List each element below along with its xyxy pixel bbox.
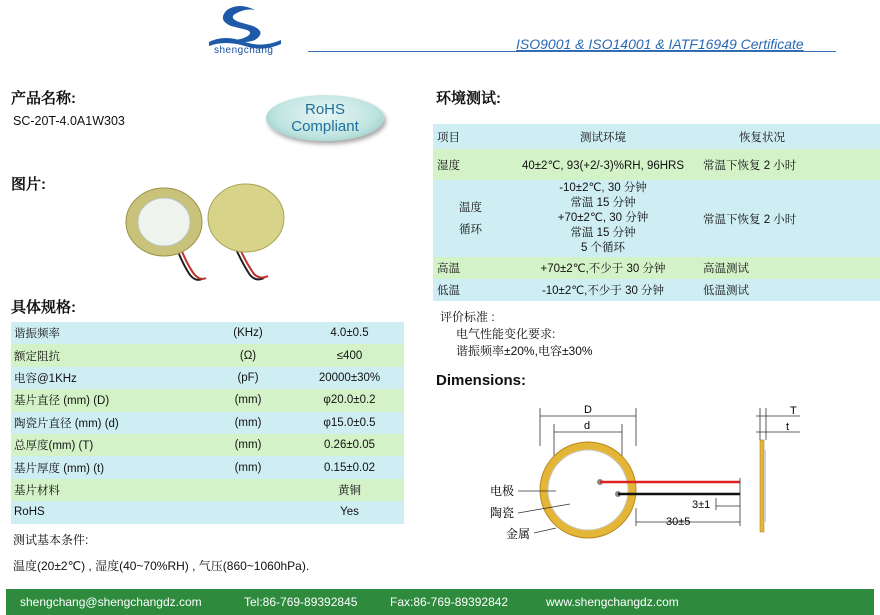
spec-name: 基片直径 (mm) (D) <box>11 389 201 411</box>
dim-lead-long: 30±5 <box>666 516 691 528</box>
env-recovery: 常温下恢复 2 小时 <box>699 180 880 257</box>
column-header: 项目 <box>433 124 507 149</box>
environment-table <box>433 124 880 301</box>
spec-value: 4.0±0.5 <box>295 322 404 344</box>
table-row <box>11 322 404 344</box>
env-condition: +70±2℃,不少于 30 分钟 <box>507 257 699 279</box>
table-row <box>11 479 404 501</box>
brand-name: shengchang <box>214 45 274 56</box>
dimensions-heading: Dimensions: <box>436 372 527 389</box>
table-row <box>11 501 404 523</box>
test-conditions-label: 测试基本条件: <box>13 533 89 547</box>
spec-value: 20000±30% <box>295 367 404 389</box>
env-recovery: 高温测试 <box>699 257 880 279</box>
footer-fax: Fax:86-769-89392842 <box>390 595 509 609</box>
spec-unit: (Ω) <box>201 344 295 366</box>
rohs-badge-line1: RoHS <box>304 101 345 118</box>
spec-name: RoHS <box>11 501 201 523</box>
spec-unit: (KHz) <box>201 322 295 344</box>
product-model: SC-20T-4.0A1W303 <box>13 114 125 128</box>
spec-name: 额定阻抗 <box>11 344 201 366</box>
dimension-drawing <box>460 398 820 548</box>
criteria-label: 评价标准 : <box>440 310 495 324</box>
table-row <box>433 279 880 301</box>
footer-bar <box>6 589 874 615</box>
env-condition-line: 常温 15 分钟 <box>570 197 636 209</box>
rohs-badge <box>266 95 384 141</box>
footer-email[interactable]: shengchang@shengchangdz.com <box>20 595 202 609</box>
footer-tel: Tel:86-769-89392845 <box>244 595 358 609</box>
spec-unit <box>201 479 295 501</box>
rohs-badge-line2: Compliant <box>291 118 359 135</box>
env-item: 湿度 <box>433 149 507 180</box>
table-row <box>11 434 404 456</box>
spec-value: 0.26±0.05 <box>295 434 404 456</box>
criteria-value: 谐振频率±20%,电容±30% <box>456 344 593 358</box>
env-item-line: 温度 <box>459 201 482 214</box>
spec-unit: (mm) <box>201 456 295 478</box>
table-row <box>433 149 880 180</box>
footer-website[interactable]: www.shengchangdz.com <box>546 595 679 609</box>
spec-unit: (mm) <box>201 389 295 411</box>
test-conditions: 温度(20±2℃) , 湿度(40~70%RH) , 气压(860~1060hPa). <box>13 559 310 573</box>
env-condition: 40±2℃, 93(+2/-3)%RH, 96HRS <box>507 149 699 180</box>
dim-label-t: t <box>786 421 790 433</box>
spec-name: 电容@1KHz <box>11 367 201 389</box>
spec-value: ≤400 <box>295 344 404 366</box>
spec-name: 陶瓷片直径 (mm) (d) <box>11 412 201 434</box>
table-header-row <box>433 124 880 149</box>
spec-unit: (mm) <box>201 434 295 456</box>
env-condition-line: 常温 15 分钟 <box>570 227 636 239</box>
env-item-line: 循环 <box>459 223 482 236</box>
table-row <box>11 344 404 366</box>
env-item <box>433 180 507 257</box>
callout-ceramic: 陶瓷 <box>490 506 515 520</box>
spec-name: 谐振频率 <box>11 322 201 344</box>
spec-value: Yes <box>295 501 404 523</box>
certificate-text: ISO9001 & ISO14001 & IATF16949 Certificate <box>516 36 804 52</box>
product-photo <box>120 180 310 285</box>
spec-value: φ20.0±0.2 <box>295 389 404 411</box>
spec-name: 基片厚度 (mm) (t) <box>11 456 201 478</box>
column-header: 恢复状况 <box>699 124 880 149</box>
product-name-heading: 产品名称: <box>11 90 76 107</box>
table-row <box>11 412 404 434</box>
spec-value: 黄铜 <box>295 479 404 501</box>
env-condition-line: -10±2℃, 30 分钟 <box>559 182 647 194</box>
column-header: 测试环境 <box>507 124 699 149</box>
env-recovery: 常温下恢复 2 小时 <box>699 149 880 180</box>
callout-metal: 金属 <box>506 527 531 541</box>
env-recovery: 低温测试 <box>699 279 880 301</box>
dim-label-D: D <box>584 404 592 416</box>
spec-unit <box>201 501 295 523</box>
specs-heading: 具体规格: <box>11 299 76 316</box>
table-row <box>11 389 404 411</box>
callout-electrode: 电极 <box>490 484 515 498</box>
specs-table <box>11 322 404 524</box>
criteria-subtitle: 电气性能变化要求: <box>456 327 556 341</box>
spec-name: 总厚度(mm) (T) <box>11 434 201 456</box>
table-row <box>433 257 880 279</box>
dim-label-T: T <box>790 405 797 417</box>
env-condition-line: 5 个循环 <box>580 242 626 254</box>
spec-value: φ15.0±0.5 <box>295 412 404 434</box>
spec-unit: (pF) <box>201 367 295 389</box>
environment-heading: 环境测试: <box>436 90 501 107</box>
env-item: 高温 <box>433 257 507 279</box>
spec-name: 基片材料 <box>11 479 201 501</box>
table-row <box>433 180 880 257</box>
table-row <box>11 456 404 478</box>
env-item: 低温 <box>433 279 507 301</box>
env-condition <box>507 180 699 257</box>
env-condition: -10±2℃,不少于 30 分钟 <box>507 279 699 301</box>
dim-lead-short: 3±1 <box>692 499 711 511</box>
env-condition-line: +70±2℃, 30 分钟 <box>557 212 649 224</box>
dim-label-d: d <box>584 420 591 432</box>
table-row <box>11 367 404 389</box>
spec-value: 0.15±0.02 <box>295 456 404 478</box>
picture-heading: 图片: <box>11 176 46 193</box>
spec-unit: (mm) <box>201 412 295 434</box>
